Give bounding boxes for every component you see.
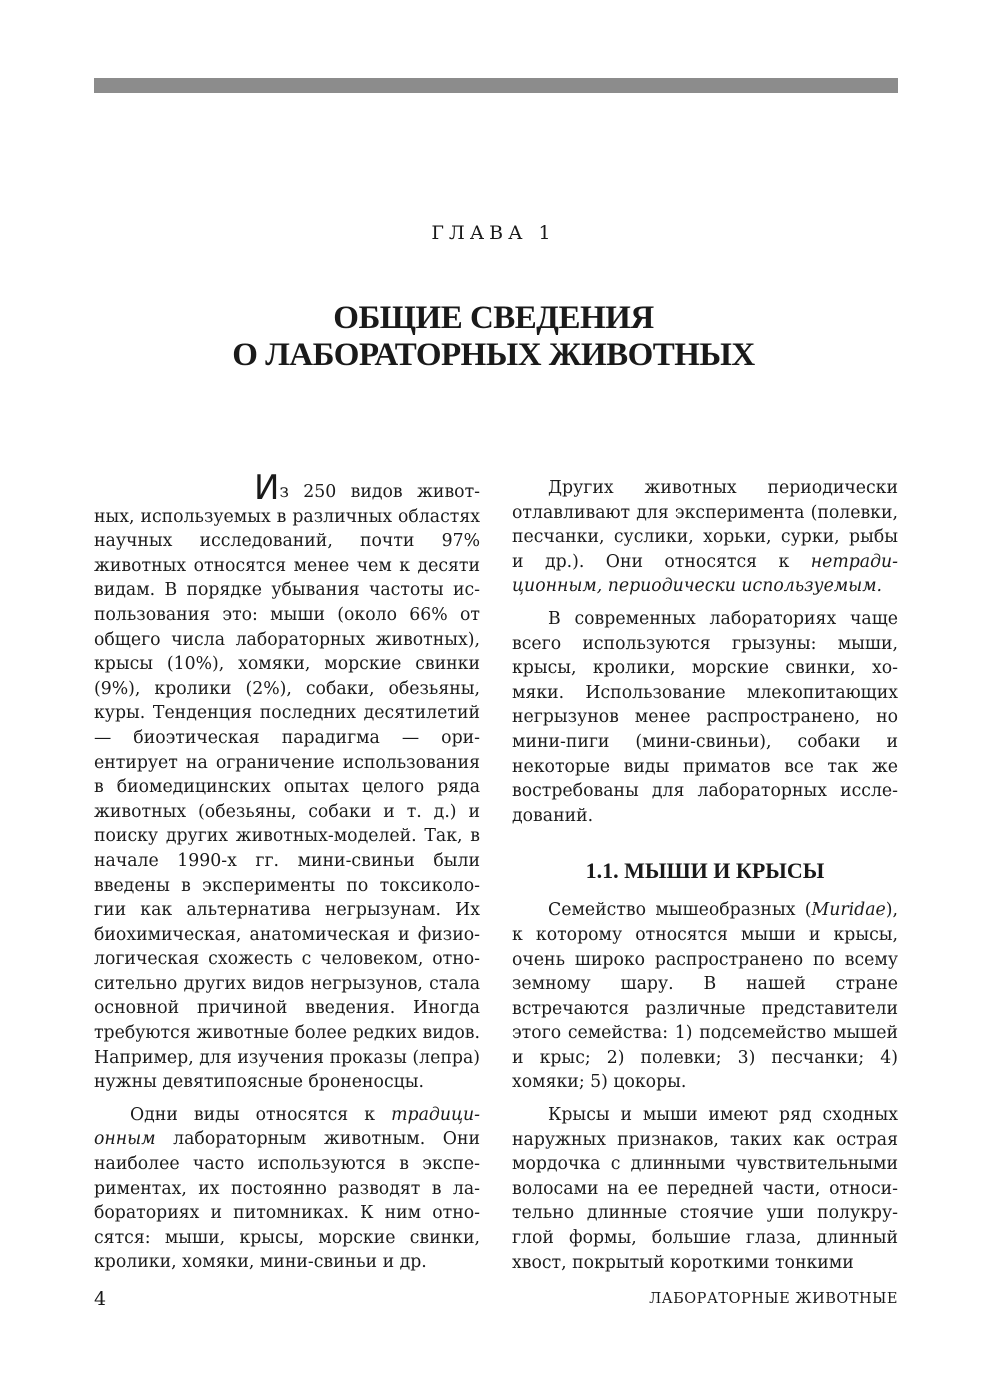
chapter-title-line-2: О ЛАБОРАТОРНЫХ ЖИВОТНЫХ bbox=[232, 337, 755, 373]
paragraph-traditional-end: лабораторным животным. Они наиболее часто используются в экспериментах, их постоянно разводят в лабораториях и питомниках. К ним относятся: мыши, крысы, морские свинки, кролики, хомяки, мини-свиньи и др. bbox=[94, 1129, 480, 1273]
paragraph-modern-labs: В современных лабораториях чаще всего используются грызуны: мыши, крысы, кролики, морские свинки, хомяки. Использование млекопитающих негрызунов менее распространено, но мини-пиги (мини-свиньи), собаки и некоторые виды приматов все так же востребованы для лабораторных исследований. bbox=[512, 608, 898, 826]
paragraph-intro bbox=[94, 468, 480, 1095]
paragraph-muridae-italic: Muridae bbox=[811, 900, 886, 921]
drop-initial: И bbox=[254, 468, 280, 508]
top-decorative-bar bbox=[94, 78, 898, 93]
paragraph-intro-text: з 250 видов животных, используемых в различных областях научных исследований, почти 97% животных относятся менее чем к десяти видам. В порядке убывания частоты использования это: мыши (около 66% от общего числа лабораторных животных), крысы (10%), хомяки, морские свинки (9%), кролики (2%), собаки, обезьяны, куры. Тенденция последних десятилетий — биоэтическая парадигма — ориентирует на ограничение использования в биомедицинских опытах целого ряда животных (обезьяны, собаки и т. д.) и поиску других животных-моделей. Так, в начале 1990-х гг. мини-свиньи были введены в эксперименты по токсикологии как альтернатива негрызунам. Их биохимическая, анатомическая и физиологическая схожесть с человеком, относительно других видов негрызунов, стала основной причиной введения. Иногда требуются животные более редких видов. Например, для изучения проказы (лепра) нужны девятипоясные броненосцы. bbox=[94, 482, 480, 1093]
section-heading: 1.1. МЫШИ И КРЫСЫ bbox=[585, 858, 825, 884]
right-column bbox=[512, 476, 898, 1283]
page-number: 4 bbox=[94, 1288, 107, 1310]
paragraph-nontraditional bbox=[512, 476, 898, 599]
chapter-title-line-1: ОБЩИЕ СВЕДЕНИЯ bbox=[333, 300, 654, 336]
paragraph-traditional-italic: традиционным bbox=[94, 1104, 480, 1150]
paragraph-muridae-start: Семейство мышеобразных ( bbox=[548, 900, 812, 921]
paragraph-traditional-start: Одни виды относятся к bbox=[130, 1104, 392, 1125]
chapter-label: ГЛАВА 1 bbox=[431, 222, 556, 244]
paragraph-nontraditional-start: Других животных периодически отлавливают для эксперимента (полевки, песчанки, суслики, хорьки, сурки, рыбы и др.). Они относятся к bbox=[512, 478, 898, 572]
chapter-title bbox=[0, 300, 987, 374]
paragraph-traditional bbox=[94, 1103, 480, 1275]
paragraph-muridae bbox=[512, 898, 898, 1095]
paragraph-features: Крысы и мыши имеют ряд сходных наружных признаков, таких как острая мордочка с длинными чувствительными волосами на ее передней части, относительно длинные стоячие уши полукруглой формы, большие глаза, длинный хвост, покрытый короткими тонкими bbox=[512, 1105, 898, 1273]
paragraph-muridae-end: ), к которому относятся мыши и крысы, очень широко распространено по всему земному шару. В нашей стране встречаются различные представители этого семейства: 1) подсемейство мышей и крыс; 2) полевки; 3) песчанки; 4) хомяки; 5) цокоры. bbox=[512, 900, 898, 1093]
running-title: ЛАБОРАТОРНЫЕ ЖИВОТНЫЕ bbox=[649, 1291, 898, 1307]
left-column bbox=[94, 468, 480, 1283]
paragraph-nontraditional-italic: нетрадиционным, периодически используемым. bbox=[512, 551, 898, 597]
